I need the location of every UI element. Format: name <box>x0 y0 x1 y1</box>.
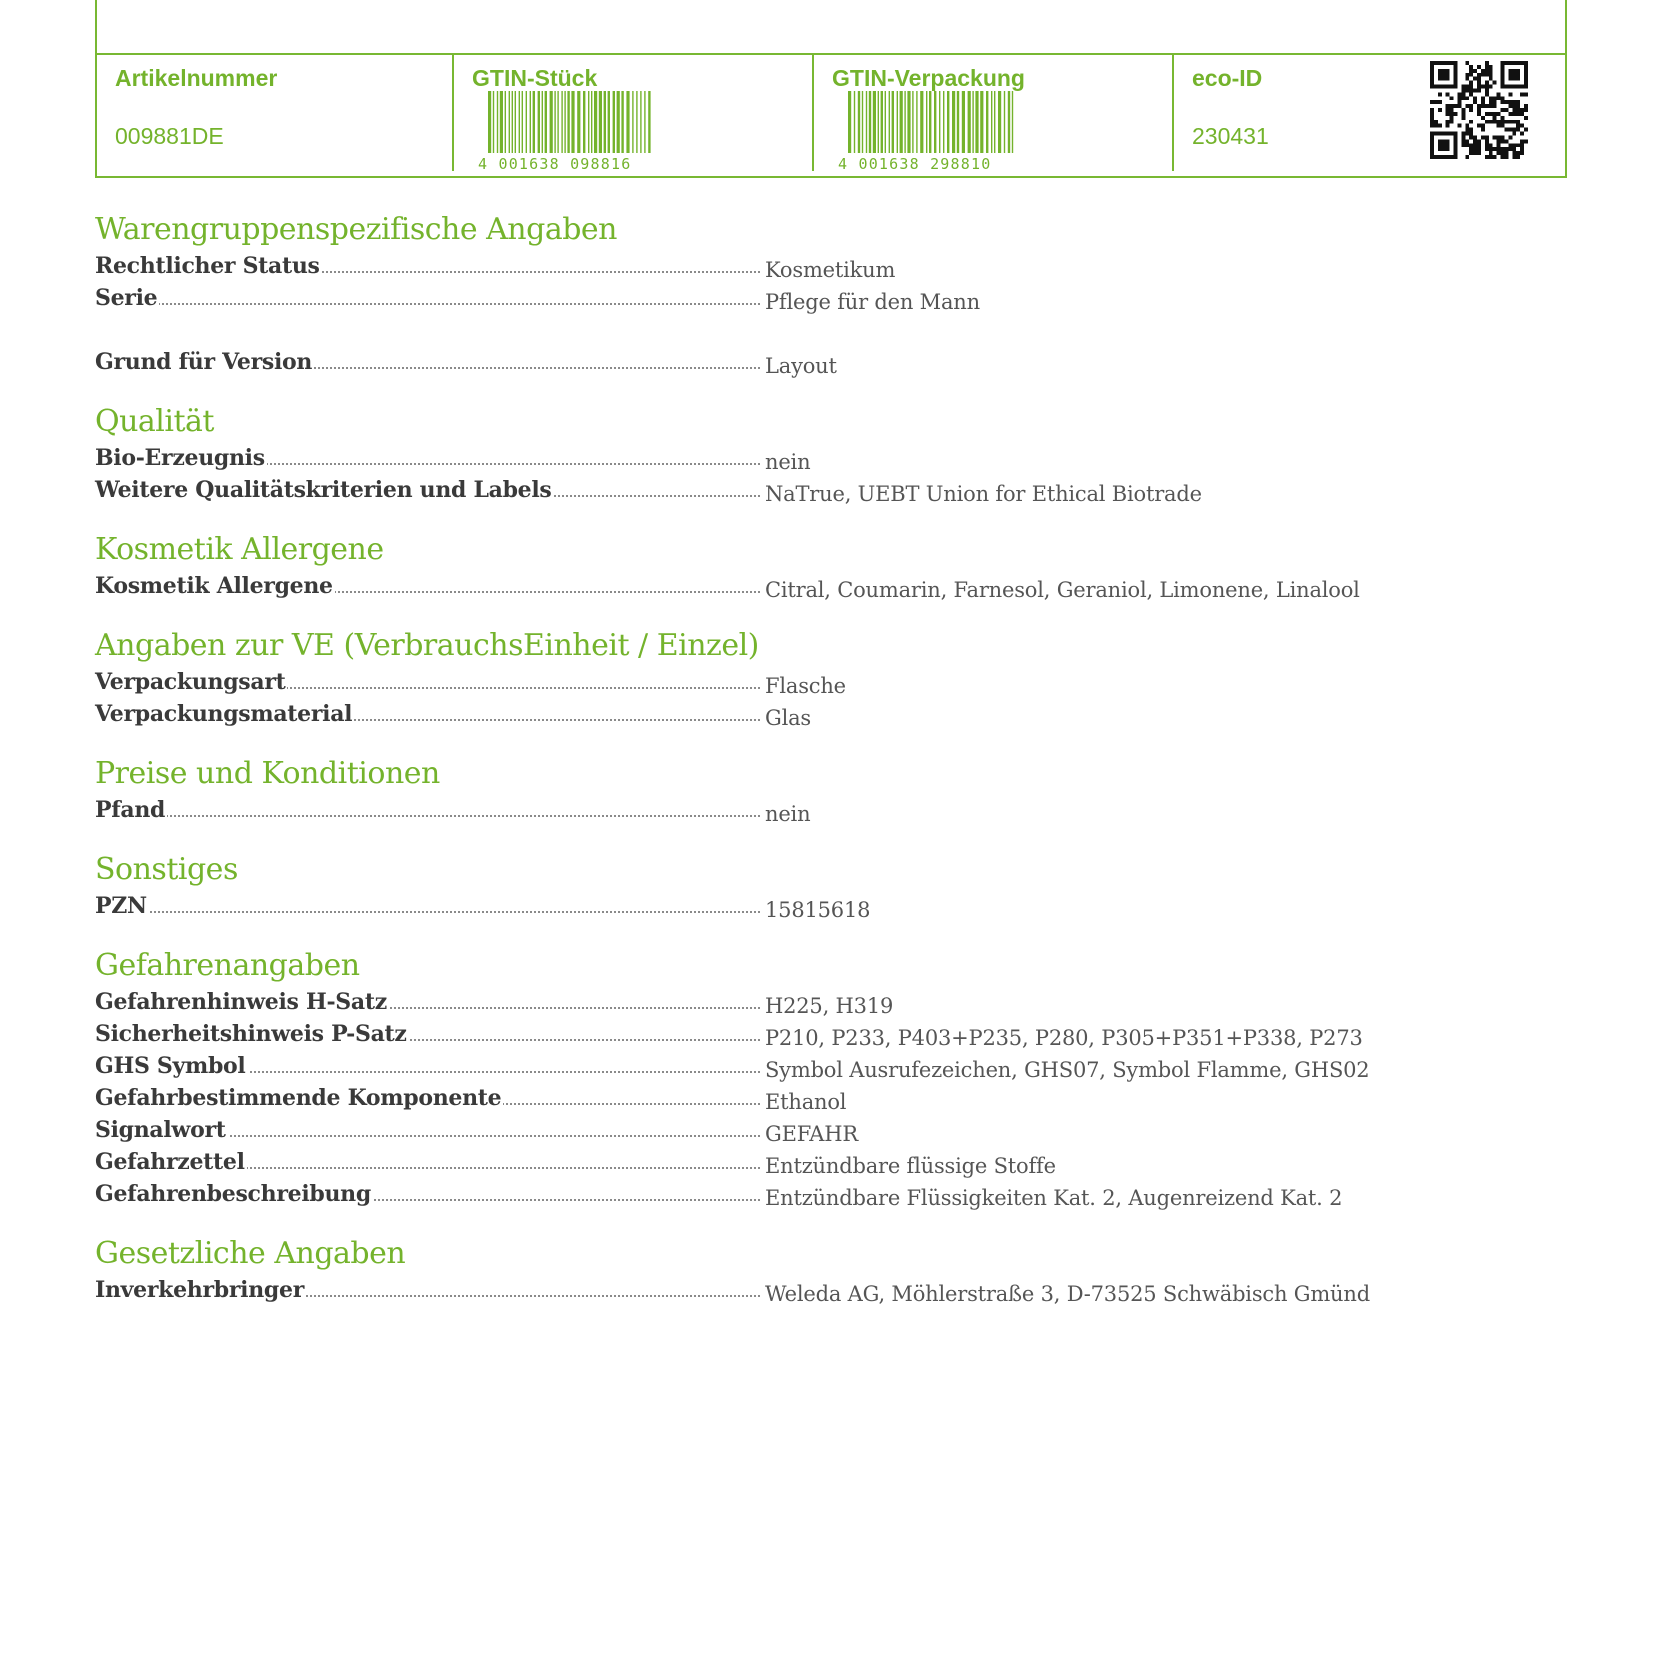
row-label: Serie <box>95 282 159 314</box>
qr-code <box>1430 61 1528 159</box>
row-label: GHS Symbol <box>95 1050 248 1082</box>
section <box>95 530 1555 602</box>
row-label: Verpackungsart <box>95 666 287 698</box>
artikelnummer-cell <box>97 55 442 176</box>
row-value: Ethanol <box>765 1090 847 1114</box>
row-value: Kosmetikum <box>765 258 896 282</box>
row-value: Entzündbare flüssige Stoffe <box>765 1154 1056 1178</box>
gtin-verpackung-label: GTIN-Verpackung <box>832 65 1025 91</box>
section <box>95 1234 1555 1306</box>
data-row <box>95 666 1555 698</box>
row-label: PZN <box>95 890 149 922</box>
row-value: Weleda AG, Möhlerstraße 3, D-73525 Schwäbisch Gmünd <box>765 1282 1370 1306</box>
section <box>95 946 1555 1210</box>
data-row <box>95 442 1555 474</box>
row-value: Citral, Coumarin, Farnesol, Geraniol, Limonene, Linalool <box>765 578 1360 602</box>
barcode-digits: 4 001638 298810 <box>838 155 992 171</box>
gtin-stueck-label: GTIN-Stück <box>472 65 598 91</box>
data-row <box>95 250 1555 282</box>
data-row <box>95 1082 1555 1114</box>
section-title: Kosmetik Allergene <box>95 532 384 567</box>
section <box>95 754 1555 826</box>
artikelnummer-value: 009881DE <box>115 123 224 149</box>
row-label: Gefahrbestimmende Komponente <box>95 1082 503 1114</box>
row-value: Layout <box>765 354 837 378</box>
row-value: NaTrue, UEBT Union for Ethical Biotrade <box>765 482 1202 506</box>
row-label: Gefahrenhinweis H-Satz <box>95 986 389 1018</box>
row-label: Inverkehrbringer <box>95 1274 306 1306</box>
dot-leader <box>95 815 760 817</box>
row-label: Pfand <box>95 794 167 826</box>
data-row <box>95 346 1555 378</box>
section-title: Qualität <box>95 404 214 439</box>
row-label: Grund für Version <box>95 346 314 378</box>
section-title: Gefahrenangaben <box>95 948 360 983</box>
data-row <box>95 1114 1555 1146</box>
gtin-verpackung-barcode <box>836 91 1026 171</box>
data-row <box>95 474 1555 506</box>
eco-id-label: eco-ID <box>1192 65 1263 91</box>
section <box>95 626 1555 730</box>
row-value: Entzündbare Flüssigkeiten Kat. 2, Augenreizend Kat. 2 <box>765 1186 1343 1210</box>
data-row <box>95 794 1555 826</box>
data-row <box>95 1018 1555 1050</box>
row-label: Rechtlicher Status <box>95 250 322 282</box>
product-id-box <box>95 0 1567 178</box>
data-row <box>95 570 1555 602</box>
row-value: Symbol Ausrufezeichen, GHS07, Symbol Flamme, GHS02 <box>765 1058 1370 1082</box>
row-label: Gefahrzettel <box>95 1146 247 1178</box>
gtin-stueck-barcode <box>476 91 666 171</box>
gtin-verpackung-cell <box>814 55 1174 176</box>
row-label: Kosmetik Allergene <box>95 570 335 602</box>
section <box>95 210 1555 378</box>
row-value: Glas <box>765 706 811 730</box>
row-value: nein <box>765 450 811 474</box>
section-title: Warengruppenspezifische Angaben <box>95 212 617 247</box>
row-label: Signalwort <box>95 1114 228 1146</box>
section-title: Sonstiges <box>95 852 238 887</box>
gtin-stueck-cell <box>454 55 814 176</box>
row-value: 15815618 <box>765 898 871 922</box>
artikelnummer-label: Artikelnummer <box>115 65 278 91</box>
section-title: Gesetzliche Angaben <box>95 1236 406 1271</box>
row-value: Pflege für den Mann <box>765 290 980 314</box>
dot-leader <box>95 303 760 305</box>
row-value: nein <box>765 802 811 826</box>
section-title: Angaben zur VE (VerbrauchsEinheit / Einzel) <box>95 628 759 663</box>
row-label: Bio-Erzeugnis <box>95 442 267 474</box>
data-row <box>95 1146 1555 1178</box>
product-data-sheet <box>95 210 1555 1330</box>
row-label: Sicherheitshinweis P-Satz <box>95 1018 409 1050</box>
row-value: Flasche <box>765 674 846 698</box>
data-row <box>95 890 1555 922</box>
eco-id-value: 230431 <box>1192 123 1269 149</box>
row-value: H225, H319 <box>765 994 894 1018</box>
section <box>95 402 1555 506</box>
data-row <box>95 1178 1555 1210</box>
section-title: Preise und Konditionen <box>95 756 440 791</box>
barcode-digits: 4 001638 098816 <box>478 155 632 171</box>
row-label: Verpackungsmaterial <box>95 698 354 730</box>
row-label: Weitere Qualitätskriterien und Labels <box>95 474 554 506</box>
row-label: Gefahrenbeschreibung <box>95 1178 373 1210</box>
data-row <box>95 282 1555 314</box>
row-value: GEFAHR <box>765 1122 858 1146</box>
dot-leader <box>95 911 760 913</box>
data-row <box>95 986 1555 1018</box>
data-row <box>95 1274 1555 1306</box>
data-row <box>95 1050 1555 1082</box>
section <box>95 850 1555 922</box>
data-row <box>95 698 1555 730</box>
row-value: P210, P233, P403+P235, P280, P305+P351+P338, P273 <box>765 1026 1363 1050</box>
